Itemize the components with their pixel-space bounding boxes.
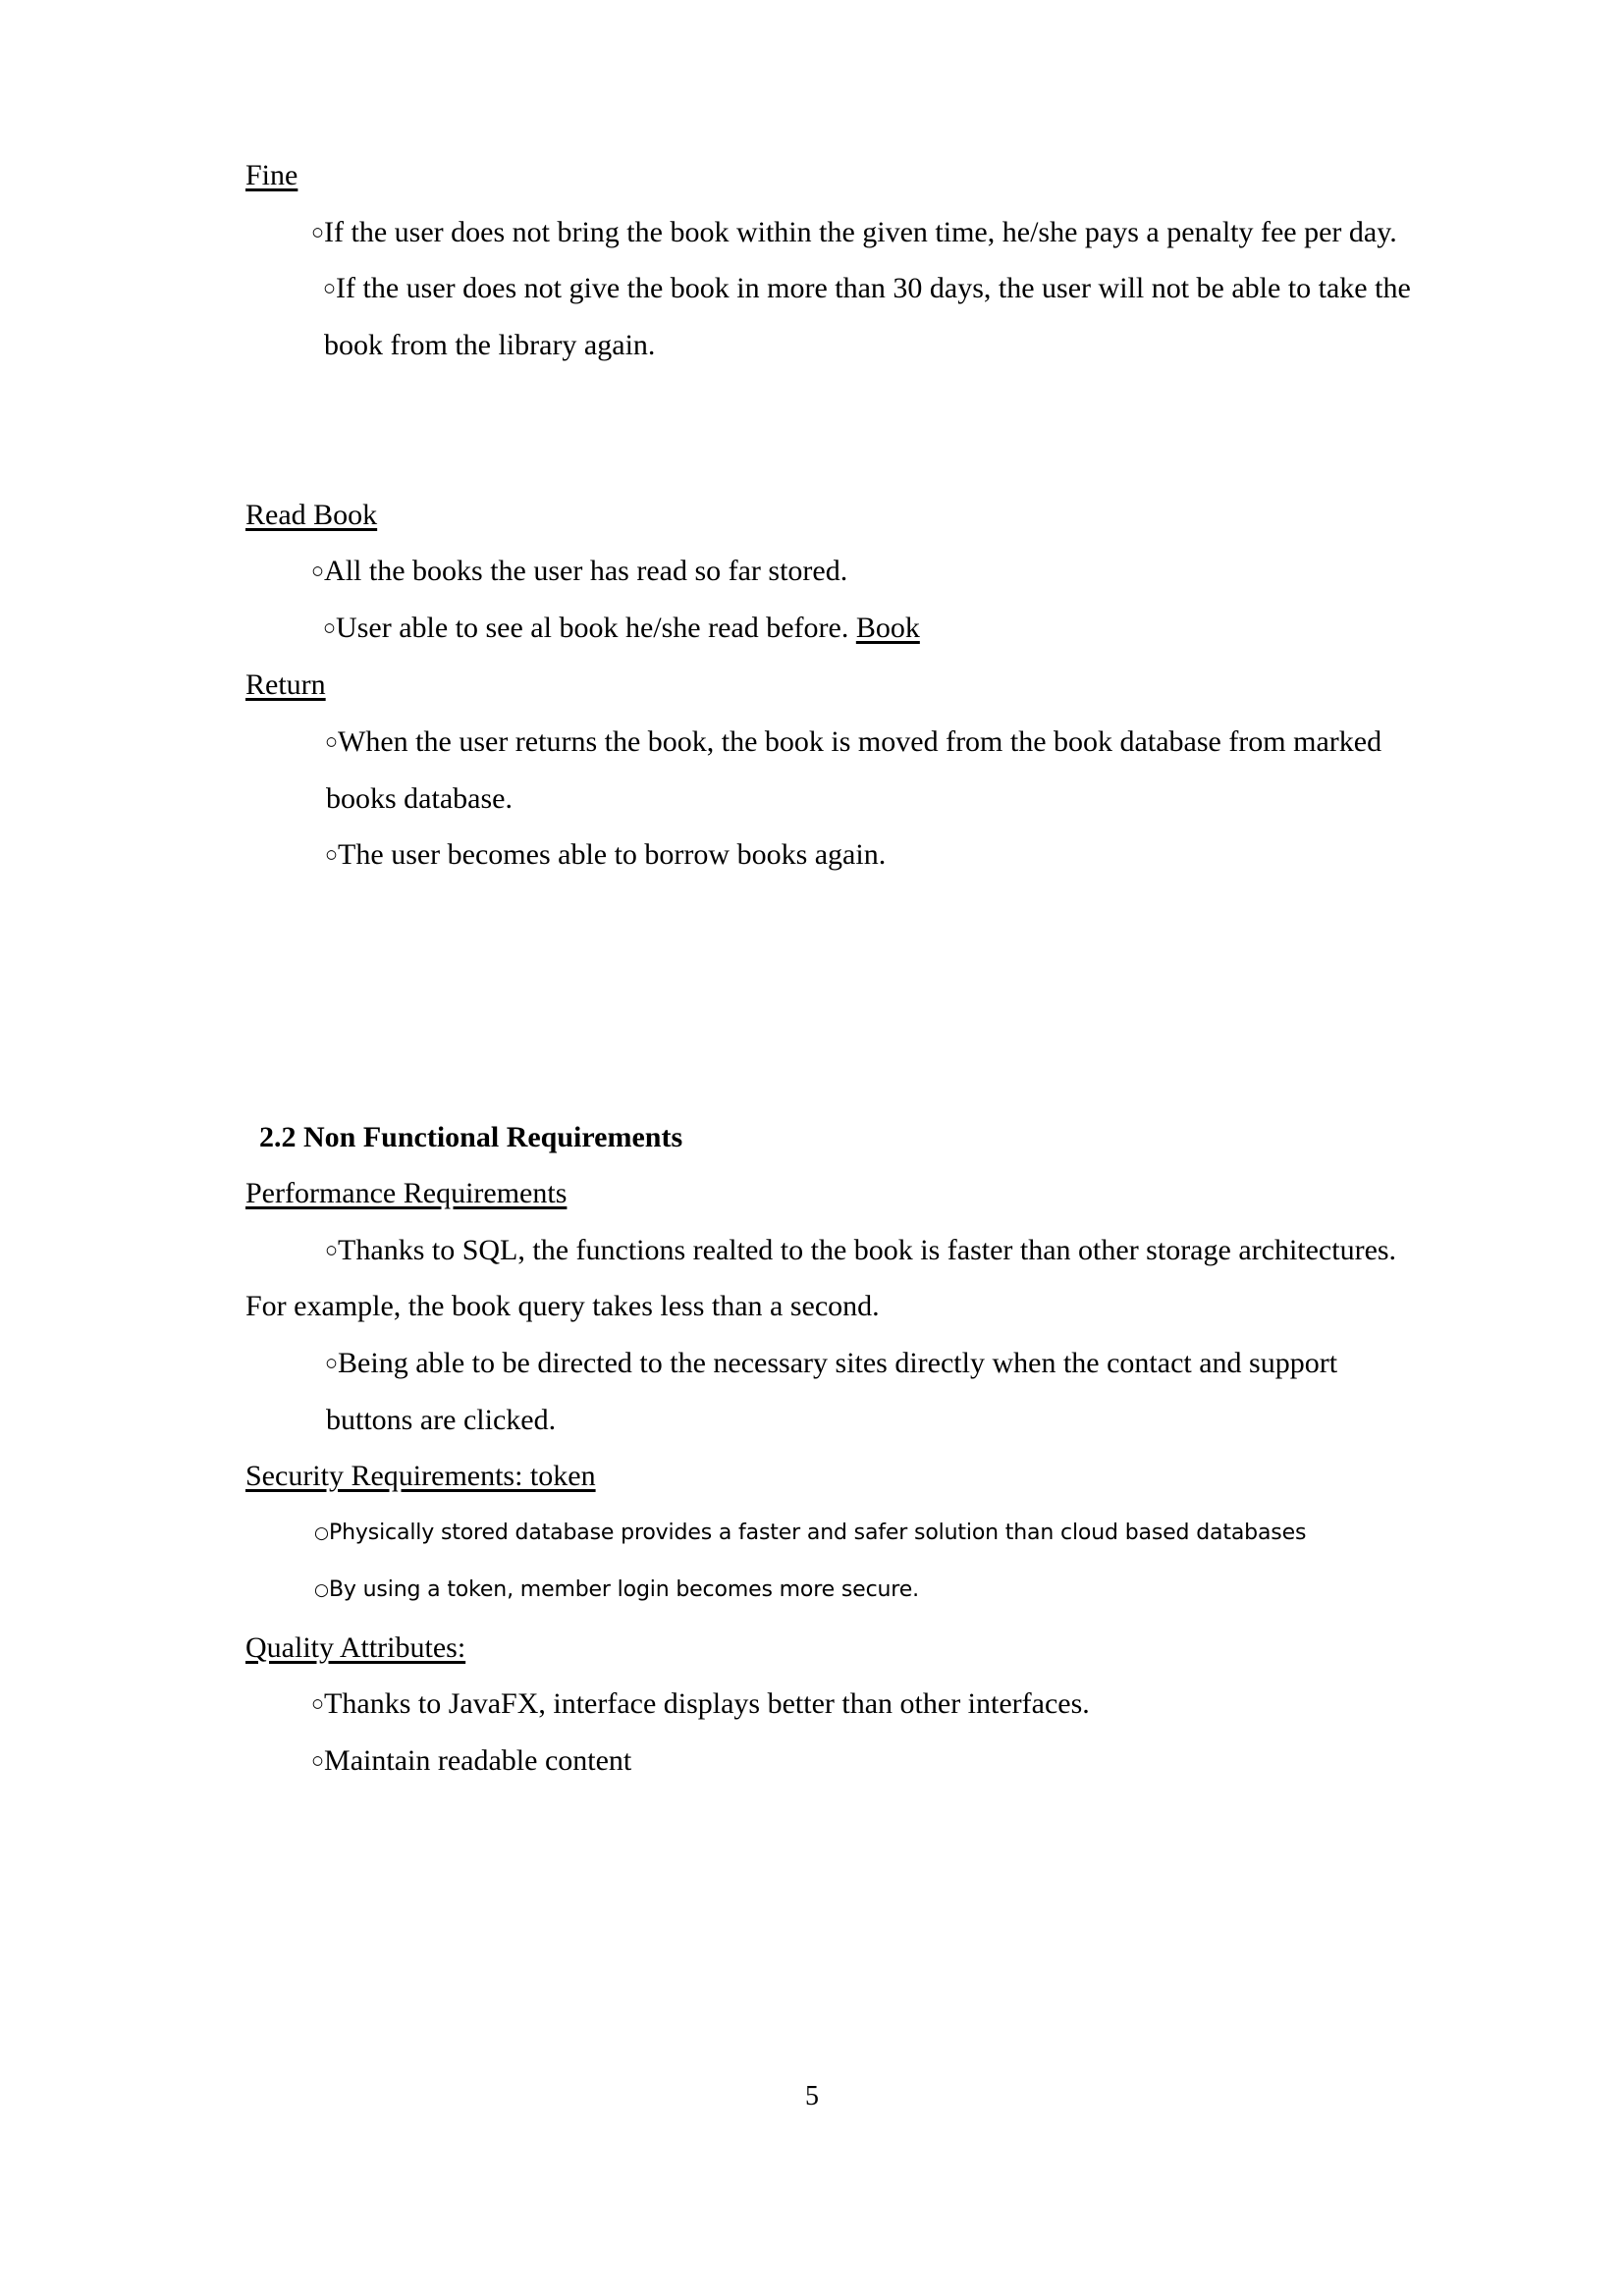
heading-quality-attributes: Quality Attributes:	[245, 1630, 466, 1664]
bullet-read-book-1-text: All the books the user has read so far stored.	[324, 555, 848, 588]
bullet-fine-2-text: If the user does not give the book in more than 30 days, the user will not be able to take the book from the library again.	[324, 272, 1411, 362]
bullet-circle-icon: ○	[311, 219, 325, 243]
heading-return: Return	[245, 668, 326, 702]
bullet-circle-icon: ○	[311, 1691, 325, 1716]
bullet-circle-icon: ○	[323, 276, 337, 300]
bullet-read-book-1	[245, 543, 1429, 600]
bullet-circle-icon: ○	[314, 1522, 329, 1543]
bullet-circle-icon: ○	[311, 559, 325, 583]
bullet-circle-icon: ○	[323, 615, 337, 640]
bullet-security-2-text: By using a token, member login becomes more secure.	[328, 1577, 919, 1603]
page-number: 5	[805, 2081, 819, 2111]
bullet-circle-icon: ○	[325, 1237, 339, 1261]
spacer	[245, 883, 1429, 1052]
performance-plain-line: For example, the book query takes less than a second.	[245, 1290, 880, 1323]
bullet-return-1	[245, 714, 1429, 827]
bullet-performance-2	[245, 1335, 1429, 1448]
bullet-return-2-text: The user becomes able to borrow books again.	[338, 838, 887, 872]
bullet-circle-icon: ○	[311, 1748, 325, 1773]
heading-book-trailing: Book	[855, 612, 920, 645]
bullet-security-1	[245, 1505, 1429, 1562]
bullet-circle-icon: ○	[325, 729, 339, 754]
bullet-read-book-2-text: User able to see al book he/she read before.	[336, 612, 856, 645]
bullet-security-1-text: Physically stored database provides a faster and safer solution than cloud based databases	[328, 1520, 1307, 1545]
bullet-security-2	[245, 1562, 1429, 1619]
bullet-return-2	[245, 827, 1429, 883]
heading-line-performance	[245, 1165, 1429, 1222]
bullet-circle-icon: ○	[325, 842, 339, 867]
bullet-return-1-text: When the user returns the book, the book is moved from the book database from marked books database.	[326, 724, 1382, 815]
heading-line-quality	[245, 1620, 1429, 1677]
bullet-performance-2-text: Being able to be directed to the necessary sites directly when the contact and support buttons are clicked.	[326, 1346, 1338, 1436]
heading-line-fine	[245, 147, 1429, 204]
bullet-quality-2	[245, 1733, 1429, 1789]
bullet-circle-icon: ○	[314, 1580, 329, 1601]
bullet-quality-2-text: Maintain readable content	[324, 1744, 632, 1778]
bullet-fine-1-text: If the user does not bring the book within the given time, he/she pays a penalty fee per day.	[324, 215, 1397, 248]
bullet-performance-1-text: Thanks to SQL, the functions realted to the book is faster than other storage architectures.	[338, 1233, 1397, 1266]
heading-performance-requirements: Performance Requirements	[245, 1177, 568, 1210]
bullet-quality-1	[245, 1676, 1429, 1733]
heading-line-security	[245, 1448, 1429, 1505]
spacer	[245, 374, 1429, 487]
heading-fine: Fine	[245, 159, 298, 191]
heading-security-requirements: Security Requirements: token	[245, 1460, 596, 1493]
heading-line-read-book	[245, 487, 1429, 544]
section-heading-non-functional-requirements: 2.2 Non Functional Requirements	[259, 1120, 683, 1153]
heading-read-book: Read Book	[245, 498, 378, 531]
bullet-quality-1-text: Thanks to JavaFX, interface displays better than other interfaces.	[324, 1687, 1090, 1721]
page-content	[245, 147, 1429, 1789]
bullet-fine-1	[245, 204, 1429, 261]
heading-line-return	[245, 657, 1429, 714]
bullet-read-book-2	[245, 600, 1429, 657]
bullet-fine-2	[245, 260, 1429, 373]
bullet-performance-1	[245, 1222, 1429, 1279]
spacer	[245, 1052, 1429, 1109]
bullet-circle-icon: ○	[325, 1351, 339, 1375]
